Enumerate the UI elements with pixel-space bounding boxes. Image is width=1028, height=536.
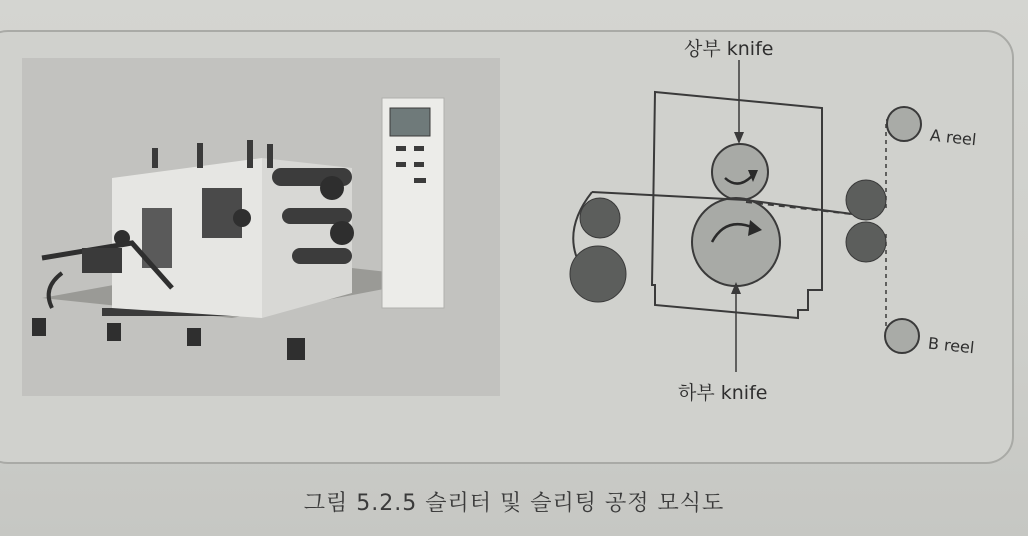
unwind-roll [580, 198, 620, 238]
lower-knife-label: 하부 knife [678, 382, 768, 404]
upper-knife [712, 144, 768, 200]
reel-a-label: A reel [929, 125, 978, 150]
reel-b-label: B reel [927, 333, 976, 358]
guide-roll [846, 222, 886, 262]
slitting-process-diagram [540, 20, 1000, 380]
upper-knife-label: 상부 knife [684, 38, 774, 60]
down-arrowhead-icon [734, 132, 744, 144]
unwind-roll [570, 246, 626, 302]
machine-illustration [22, 58, 500, 396]
lower-knife [692, 198, 780, 286]
figure-caption: 그림 5.2.5 슬리터 및 슬리팅 공정 모식도 [303, 491, 725, 516]
reel-b [885, 319, 919, 353]
reel-a [887, 107, 921, 141]
slitter-machine-photo [22, 58, 500, 396]
guide-roll [846, 180, 886, 220]
